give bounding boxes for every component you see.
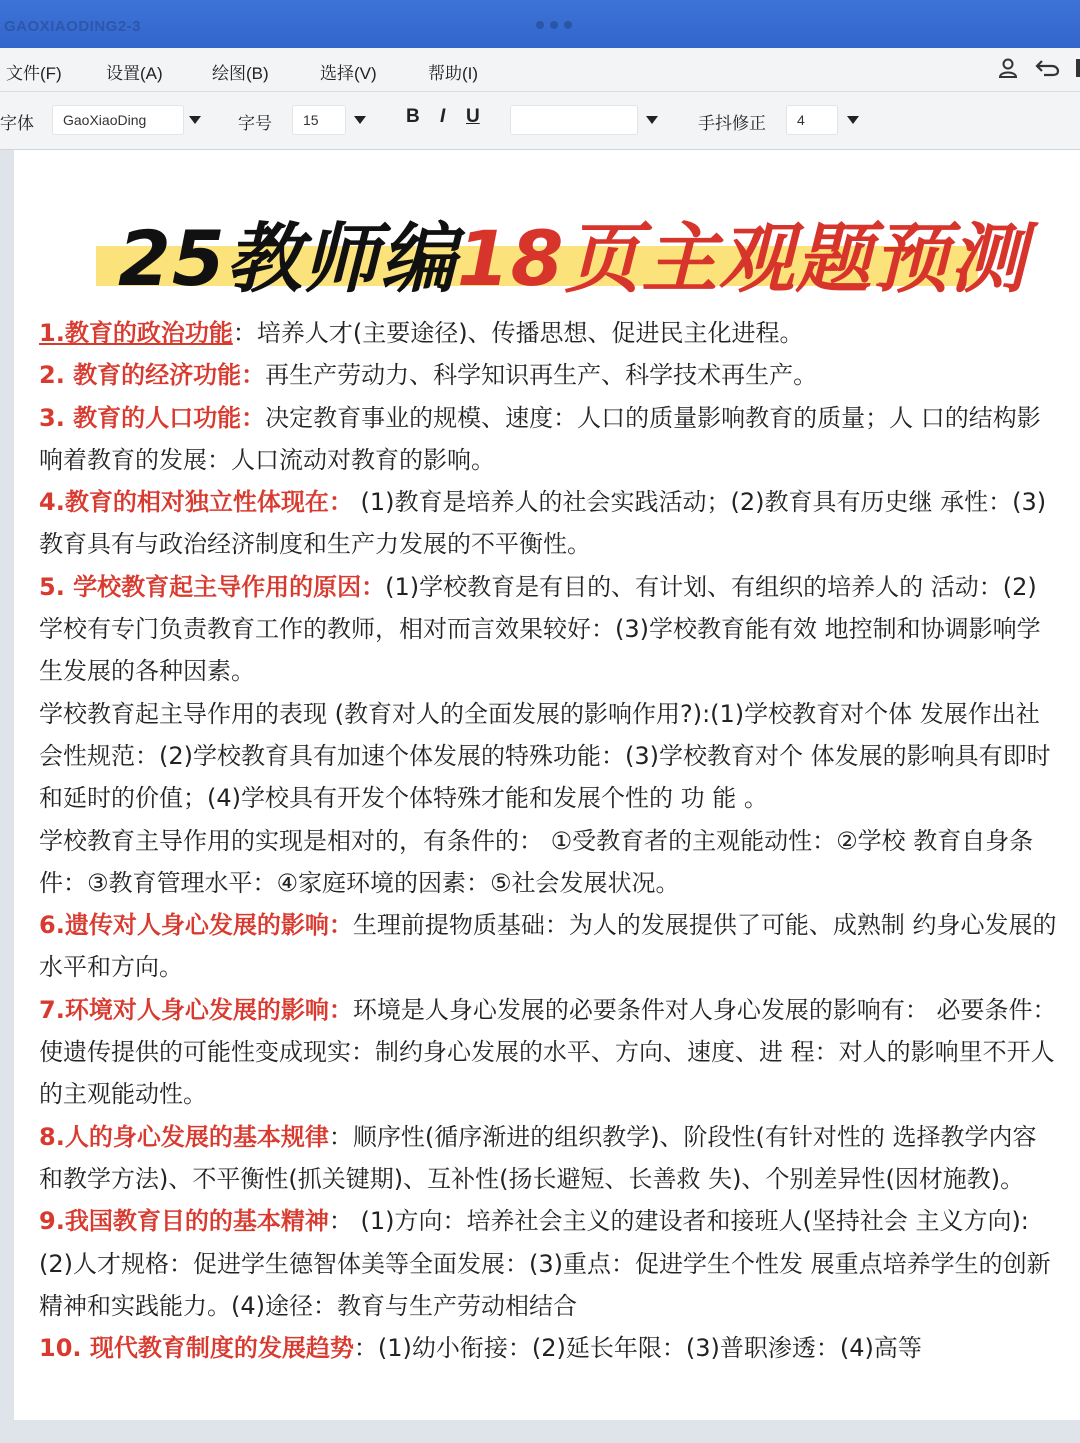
paragraph-head: 3. 教育的人口功能： <box>39 403 266 432</box>
title-black-part: 25教师编 <box>118 214 457 303</box>
paragraph-head: 6.遗传对人身心发展的影响： <box>39 911 353 940</box>
title-red-part: 18页主观题预测 <box>456 214 1027 303</box>
menu-bar <box>0 48 1080 92</box>
paragraph-body: ：(1)幼小衔接：(2)延长年限：(3)普职渗透：(4)高等 <box>353 1334 922 1363</box>
menu-file[interactable]: 文件(F) <box>6 64 62 83</box>
bold-button[interactable]: B <box>406 106 420 127</box>
paragraph <box>39 1327 1059 1369</box>
paragraph <box>39 693 1059 820</box>
color-select[interactable] <box>510 105 638 135</box>
format-toolbar <box>0 92 1080 150</box>
size-select[interactable]: 15 <box>292 105 346 135</box>
paragraph-body: 再生产劳动力、科学知识再生产、科学技术再生产。 <box>265 361 818 390</box>
paragraph-head: 4.教育的相对独立性体现在： <box>39 488 353 517</box>
user-icon[interactable] <box>996 56 1020 80</box>
font-label: 字体 <box>0 114 34 133</box>
menu-settings[interactable]: 设置(A) <box>106 64 163 83</box>
size-label: 字号 <box>238 114 272 133</box>
paragraph <box>39 397 1059 482</box>
paragraph <box>39 1116 1059 1201</box>
menu-select[interactable]: 选择(V) <box>320 64 377 83</box>
app-name: GAOXIAODING2-3 <box>4 18 142 35</box>
menu-draw[interactable]: 绘图(B) <box>212 64 269 83</box>
paragraph-head: 8.人的身心发展的基本规律 <box>39 1122 329 1151</box>
paragraph-body: 环境是人身心发展的必要条件对人身心发展的影响有： 必要条件：使遗传提供的可能性变成现实：制约身心发展的水平、方向、速度、进 程：对人的影响里不开人的主观能动性。 <box>39 995 1057 1109</box>
window-dot-3[interactable] <box>564 21 572 29</box>
paragraph-body: ：培养人才(主要途径)、传播思想、促进民主化进程。 <box>232 319 804 347</box>
paragraph-head: 10. 现代教育制度的发展趋势 <box>39 1334 354 1363</box>
paragraph <box>39 481 1059 566</box>
paragraph-head: 1.教育的政治功能 <box>39 319 233 347</box>
window-controls[interactable] <box>536 21 572 29</box>
underline-button[interactable]: U <box>466 106 480 127</box>
italic-button[interactable]: I <box>440 106 446 127</box>
shake-select[interactable]: 4 <box>786 105 838 135</box>
paragraph <box>39 989 1059 1116</box>
paragraph-body: (1)教育是培养人的社会实践活动；(2)教育具有历史继 承性：(3)教育具有与政治经济制度和生产力发展的不平衡性。 <box>39 488 1047 559</box>
paragraph <box>39 904 1059 989</box>
paragraph-body: ： (1)方向：培养社会主义的建设者和接班人(坚持社会 主义方向):(2)人才规格：促进学生德智体美等全面发展：(3)重点：促进学生个性发 展重点培养学生的创新精神和实践能力。(4)途径：教育与生产劳动相结合 <box>39 1207 1051 1320</box>
edge-mark-icon <box>1076 59 1080 77</box>
color-dropdown-icon[interactable] <box>646 116 658 124</box>
window-title-bar[interactable] <box>0 0 1080 48</box>
font-select[interactable]: GaoXiaoDing <box>52 105 184 135</box>
paragraph-head: 9.我国教育目的的基本精神 <box>39 1207 329 1236</box>
menu-help[interactable]: 帮助(I) <box>428 64 479 83</box>
doc-title <box>96 198 1027 303</box>
paragraph <box>39 566 1059 693</box>
paragraph-body: (1)学校教育是有目的、有计划、有组织的培养人的 活动：(2)学校有专门负责教育工作的教师，相对而言效果较好：(3)学校教育能有效 地控制和协调影响学生发展的各种因素。 <box>39 572 1041 686</box>
paragraph <box>39 312 1059 354</box>
paragraph <box>39 1200 1059 1327</box>
window-dot-2[interactable] <box>550 21 558 29</box>
paragraph-head: 2. 教育的经济功能： <box>39 361 266 390</box>
paragraph <box>39 820 1059 905</box>
paragraph-body: 学校教育主导作用的实现是相对的，有条件的： ①受教育者的主观能动性：②学校 教育自身条件：③教育管理水平：④家庭环境的因素：⑤社会发展状况。 <box>39 826 1034 897</box>
paragraph-head: 5. 学校教育起主导作用的原因： <box>39 572 386 601</box>
window-dot-1[interactable] <box>536 21 544 29</box>
paragraph-head: 7.环境对人身心发展的影响： <box>39 995 353 1024</box>
font-dropdown-icon[interactable] <box>189 116 201 124</box>
shake-dropdown-icon[interactable] <box>847 116 859 124</box>
paragraph-body: 决定教育事业的规模、速度：人口的质量影响教育的质量；人 口的结构影响着教育的发展：人口流动对教育的影响。 <box>39 403 1041 474</box>
paragraph-body: 生理前提物质基础：为人的发展提供了可能、成熟制 约身心发展的水平和方向。 <box>39 911 1057 982</box>
undo-icon[interactable] <box>1034 56 1062 80</box>
title-text <box>118 198 1027 307</box>
paragraph-body: 学校教育起主导作用的表现 (教育对人的全面发展的影响作用?):(1)学校教育对个体 发展作出社会性规范：(2)学校教育具有加速个体发展的特殊功能：(3)学校教育对个 体发展的影响具有即时和延时的价值；(4)学校具有开发个体特殊才能和发展个性的 功 能 。 <box>39 699 1051 813</box>
menu-right-icons <box>996 56 1080 80</box>
doc-content[interactable] <box>39 312 1059 1369</box>
shake-label: 手抖修正 <box>698 114 766 133</box>
paragraph <box>39 354 1059 396</box>
paragraph-body: ：顺序性(循序渐进的组织教学)、阶段性(有针对性的 选择教学内容和教学方法)、不平衡性(抓关键期)、互补性(扬长避短、长善救 失)、个别差异性(因材施教)。 <box>39 1122 1037 1193</box>
document-page[interactable] <box>14 150 1080 1420</box>
size-dropdown-icon[interactable] <box>354 116 366 124</box>
